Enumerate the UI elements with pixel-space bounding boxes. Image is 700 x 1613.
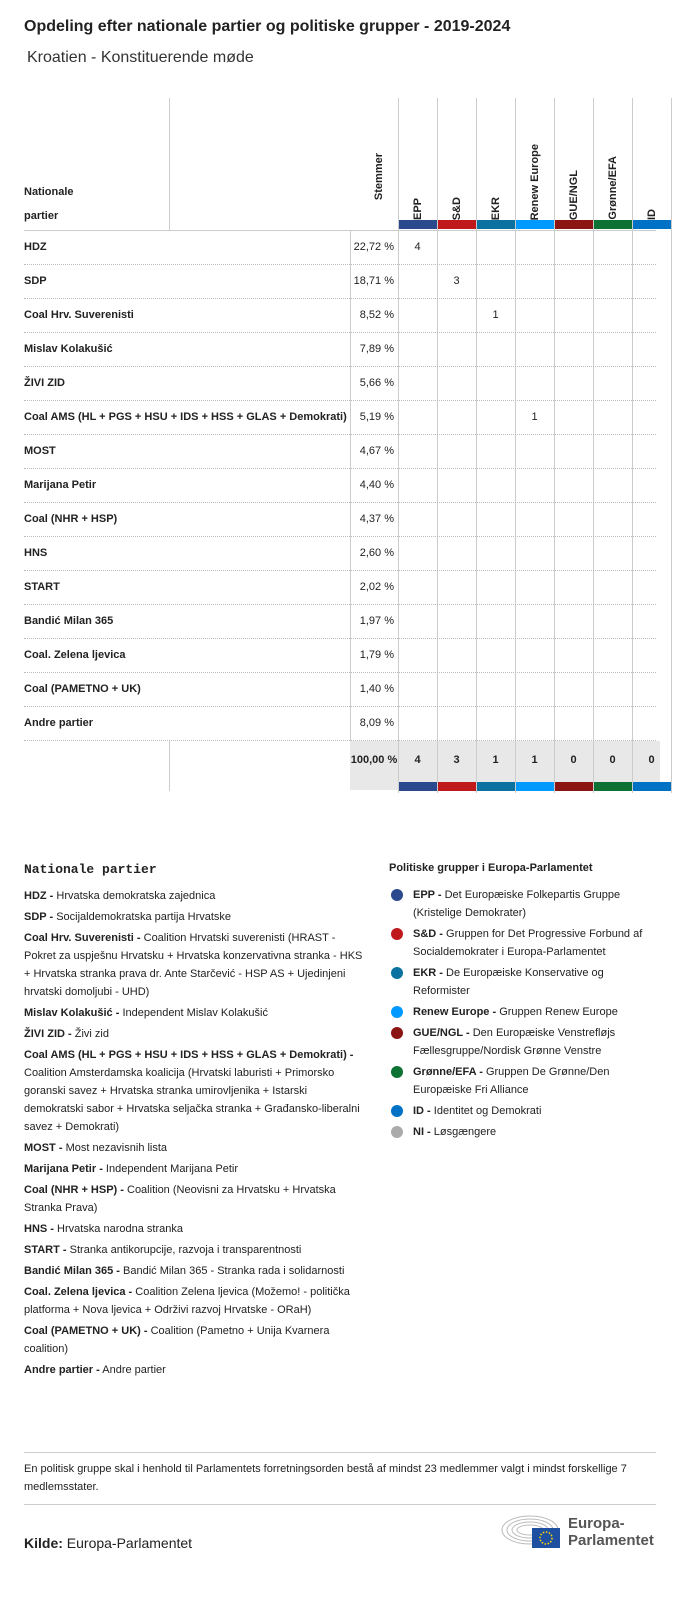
national-party-item: [24, 1139, 364, 1157]
group-color-bar: [438, 220, 476, 229]
party-column-header: Nationale partier: [24, 186, 74, 222]
table-row: [24, 401, 656, 435]
party-name: SDP: [24, 275, 47, 287]
seat-count: 3: [453, 275, 460, 287]
group-full-name: Gruppen De Grønne/Den Europæiske Fri Alliance: [413, 1066, 610, 1096]
total-seats: 3: [453, 754, 460, 766]
group-abbr: NI -: [413, 1126, 431, 1138]
group-abbr: EKR -: [413, 967, 443, 979]
vote-share: 7,89 %: [359, 343, 394, 355]
party-name: Mislav Kolakušić: [24, 343, 113, 355]
party-name: START: [24, 581, 60, 593]
party-abbr: Bandić Milan 365 -: [24, 1265, 120, 1277]
political-group-item: [389, 1003, 659, 1021]
group-abbr: Renew Europe -: [413, 1006, 497, 1018]
party-full-name: Coalition Zelena ljevica (Možemo! - politička platforma + Nova ljevica + Održivi razvoj Hrvatske - ORaH): [24, 1286, 350, 1316]
national-parties-legend: [24, 862, 364, 1382]
party-abbr: START -: [24, 1244, 67, 1256]
group-color-dot: [391, 889, 403, 901]
party-name: HNS: [24, 547, 48, 559]
vote-share: 5,66 %: [359, 377, 394, 389]
party-full-name: Independent Mislav Kolakušić: [122, 1007, 268, 1019]
national-party-item: [24, 1160, 364, 1178]
source-label: Kilde:: [24, 1535, 63, 1551]
party-full-name: Stranka antikorupcije, razvoja i transparentnosti: [69, 1244, 302, 1256]
vote-share: 18,71 %: [353, 275, 394, 287]
group-color-bar: [633, 220, 671, 229]
vote-share: 1,79 %: [359, 649, 394, 661]
party-abbr: MOST -: [24, 1142, 63, 1154]
vote-share: 4,40 %: [359, 479, 394, 491]
national-party-item: [24, 1181, 364, 1217]
party-full-name: Most nezavisnih lista: [65, 1142, 168, 1154]
group-abbr: S&D -: [413, 928, 443, 940]
group-color-bar: [594, 220, 632, 229]
political-group-item: [389, 925, 659, 961]
chart-subtitle: Kroatien - Konstituerende møde: [27, 49, 254, 66]
party-abbr: Coal (PAMETNO + UK) -: [24, 1325, 148, 1337]
group-color-dot: [391, 1126, 403, 1138]
political-group-item: [389, 1123, 659, 1141]
party-abbr: HNS -: [24, 1223, 54, 1235]
group-full-name: Den Europæiske Venstrefløjs Fællesgruppe/Nordisk Grønne Venstre: [413, 1027, 616, 1057]
group-color-dot: [391, 928, 403, 940]
vote-share: 4,67 %: [359, 445, 394, 457]
ep-logo: [500, 1512, 654, 1552]
group-color-bar: [555, 220, 593, 229]
national-party-item: [24, 1220, 364, 1238]
table-row: [24, 469, 656, 503]
political-group-item: [389, 886, 659, 922]
party-abbr: Coal (NHR + HSP) -: [24, 1184, 124, 1196]
group-abbr: GUE/NGL -: [413, 1027, 470, 1039]
party-full-name: Coalition (Neovisni za Hrvatsku + Hrvatska Stranka Prava): [24, 1184, 336, 1214]
table-row: [24, 639, 656, 673]
party-full-name: Coalition (Pametno + Unija Kvarnera coalition): [24, 1325, 330, 1355]
party-abbr: Mislav Kolakušić -: [24, 1007, 120, 1019]
national-party-item: [24, 1361, 364, 1379]
group-header-1: S&D: [451, 196, 463, 220]
source: [24, 1535, 192, 1551]
party-name: Coal Hrv. Suverenisti: [24, 309, 134, 321]
votes-column-header: Stemmer: [373, 153, 385, 201]
political-groups-legend: [389, 862, 659, 1144]
party-abbr: SDP -: [24, 911, 54, 923]
party-name: ŽIVI ZID: [24, 377, 65, 389]
national-parties-heading: Nationale partier: [24, 862, 157, 877]
party-abbr: HDZ -: [24, 890, 54, 902]
group-full-name: Gruppen Renew Europe: [499, 1006, 618, 1018]
table-row: [24, 503, 656, 537]
group-header-2: EKR: [490, 196, 502, 220]
national-party-item: [24, 1262, 364, 1280]
national-party-item: [24, 1004, 364, 1022]
table-row: [24, 231, 656, 265]
vote-share: 22,72 %: [353, 241, 394, 253]
political-group-item: [389, 1063, 659, 1099]
party-name: Bandić Milan 365: [24, 615, 114, 627]
total-seats: 0: [570, 754, 577, 766]
group-full-name: Løsgængere: [433, 1126, 497, 1138]
column-divider: [671, 98, 672, 793]
national-party-item: [24, 1322, 364, 1358]
party-abbr: Coal AMS (HL + PGS + HSU + IDS + HSS + GLAS + Demokrati) -: [24, 1049, 354, 1061]
seat-count: 1: [492, 309, 499, 321]
total-seats: 1: [531, 754, 538, 766]
total-seats: 1: [492, 754, 499, 766]
group-full-name: De Europæiske Konservative og Reformister: [413, 967, 604, 997]
vote-share: 1,40 %: [359, 683, 394, 695]
party-name: Coal (NHR + HSP): [24, 513, 118, 525]
group-color-bar: [594, 782, 632, 791]
national-party-item: [24, 1283, 364, 1319]
divider: [24, 1504, 656, 1505]
total-vote-share: 100,00 %: [350, 754, 398, 766]
group-color-bar: [516, 220, 554, 229]
divider: [169, 741, 170, 791]
group-color-dot: [391, 967, 403, 979]
chart-title: Opdeling efter nationale partier og politiske grupper - 2019-2024: [24, 18, 511, 35]
seats-table: [0, 98, 656, 793]
seat-count: 1: [531, 411, 538, 423]
group-color-dot: [391, 1105, 403, 1117]
logo-text: Europa-Parlamentet: [568, 1515, 654, 1549]
group-header-0: EPP: [412, 197, 424, 220]
party-full-name: Živi zid: [74, 1028, 109, 1040]
political-group-item: [389, 1102, 659, 1120]
party-abbr: Coal. Zelena ljevica -: [24, 1286, 133, 1298]
group-color-bar: [399, 782, 437, 791]
table-row: [24, 435, 656, 469]
group-color-bar: [477, 782, 515, 791]
party-abbr: Andre partier -: [24, 1364, 100, 1376]
vote-share: 2,60 %: [359, 547, 394, 559]
group-header-3: Renew Europe: [529, 143, 541, 220]
seat-count: 4: [414, 241, 421, 253]
total-seats: 0: [609, 754, 616, 766]
table-row: [24, 605, 656, 639]
party-name: Andre partier: [24, 717, 94, 729]
party-full-name: Coalition Hrvatski suverenisti (HRAST - Pokret za uspješnu Hrvatsku + Hrvatska konzervativna stranka - HKS + Hrvatska stranka prava dr. Ante Starčević - HSP AS + Ujedinjeni hrvatski domoljubi - UHD): [24, 932, 363, 998]
group-color-bar: [516, 782, 554, 791]
group-abbr: ID -: [413, 1105, 431, 1117]
party-full-name: Andre partier: [102, 1364, 166, 1376]
divider: [169, 98, 170, 230]
group-full-name: Gruppen for Det Progressive Forbund af Socialdemokrater i Europa-Parlamentet: [413, 928, 643, 958]
group-full-name: Identitet og Demokrati: [433, 1105, 542, 1117]
party-name: MOST: [24, 445, 56, 457]
political-group-item: [389, 964, 659, 1000]
group-header-6: ID: [646, 209, 658, 220]
political-group-item: [389, 1024, 659, 1060]
source-value: Europa-Parlamentet: [66, 1535, 193, 1551]
group-color-bar: [438, 782, 476, 791]
group-color-bar: [633, 782, 671, 791]
table-row: [24, 537, 656, 571]
party-full-name: Independent Marijana Petir: [105, 1163, 239, 1175]
table-row: [24, 367, 656, 401]
group-abbr: Grønne/EFA -: [413, 1066, 483, 1078]
party-name: Coal. Zelena ljevica: [24, 649, 126, 661]
group-color-bar: [399, 220, 437, 229]
divider: [24, 1452, 656, 1453]
group-abbr: EPP -: [413, 889, 442, 901]
political-groups-heading: Politiske grupper i Europa-Parlamentet: [389, 862, 593, 874]
table-row: [24, 707, 656, 741]
party-full-name: Bandić Milan 365 - Stranka rada i solidarnosti: [123, 1265, 345, 1277]
group-full-name: Det Europæiske Folkepartis Gruppe (Kristelige Demokrater): [413, 889, 621, 919]
group-color-dot: [391, 1066, 403, 1078]
party-name: Coal AMS (HL + PGS + HSU + IDS + HSS + GLAS + Demokrati): [24, 411, 347, 423]
party-full-name: Socijaldemokratska partija Hrvatske: [56, 911, 232, 923]
group-color-dot: [391, 1027, 403, 1039]
vote-share: 5,19 %: [359, 411, 394, 423]
national-party-item: [24, 908, 364, 926]
vote-share: 8,09 %: [359, 717, 394, 729]
vote-share: 8,52 %: [359, 309, 394, 321]
party-name: HDZ: [24, 241, 47, 253]
table-row: [24, 571, 656, 605]
footnote: En politisk gruppe skal i henhold til Parlamentets forretningsorden bestå af mindst 23 medlemmer valgt i mindst forskellige 7 medlemsstater.: [24, 1463, 627, 1493]
group-color-dot: [391, 1006, 403, 1018]
table-row: [24, 265, 656, 299]
total-seats: 0: [648, 754, 655, 766]
national-party-item: [24, 1241, 364, 1259]
party-abbr: Coal Hrv. Suverenisti -: [24, 932, 141, 944]
vote-share: 2,02 %: [359, 581, 394, 593]
party-abbr: Marijana Petir -: [24, 1163, 103, 1175]
national-party-item: [24, 887, 364, 905]
table-row: [24, 333, 656, 367]
party-name: Marijana Petir: [24, 479, 97, 491]
national-party-item: [24, 929, 364, 1001]
hemicycle-eu-flag-icon: [500, 1512, 562, 1552]
table-row: [24, 673, 656, 707]
vote-share: 1,97 %: [359, 615, 394, 627]
party-name: Coal (PAMETNO + UK): [24, 683, 141, 695]
group-header-5: Grønne/EFA: [607, 156, 619, 220]
party-full-name: Hrvatska narodna stranka: [57, 1223, 183, 1235]
national-party-item: [24, 1046, 364, 1136]
party-full-name: Hrvatska demokratska zajednica: [56, 890, 216, 902]
national-party-item: [24, 1025, 364, 1043]
party-full-name: Coalition Amsterdamska koalicija (Hrvatski laburisti + Primorsko goranski savez + Hrvatska stranka umirovljenika + Istarski demokratski sabor + Hrvatska seljačka stranka + Građansko-liberalni savez + Demokrati): [24, 1067, 360, 1133]
party-abbr: ŽIVI ZID -: [24, 1028, 72, 1040]
group-color-bar: [477, 220, 515, 229]
group-header-4: GUE/NGL: [568, 169, 580, 220]
group-color-bar: [555, 782, 593, 791]
total-seats: 4: [414, 754, 421, 766]
vote-share: 4,37 %: [359, 513, 394, 525]
table-row: [24, 299, 656, 333]
